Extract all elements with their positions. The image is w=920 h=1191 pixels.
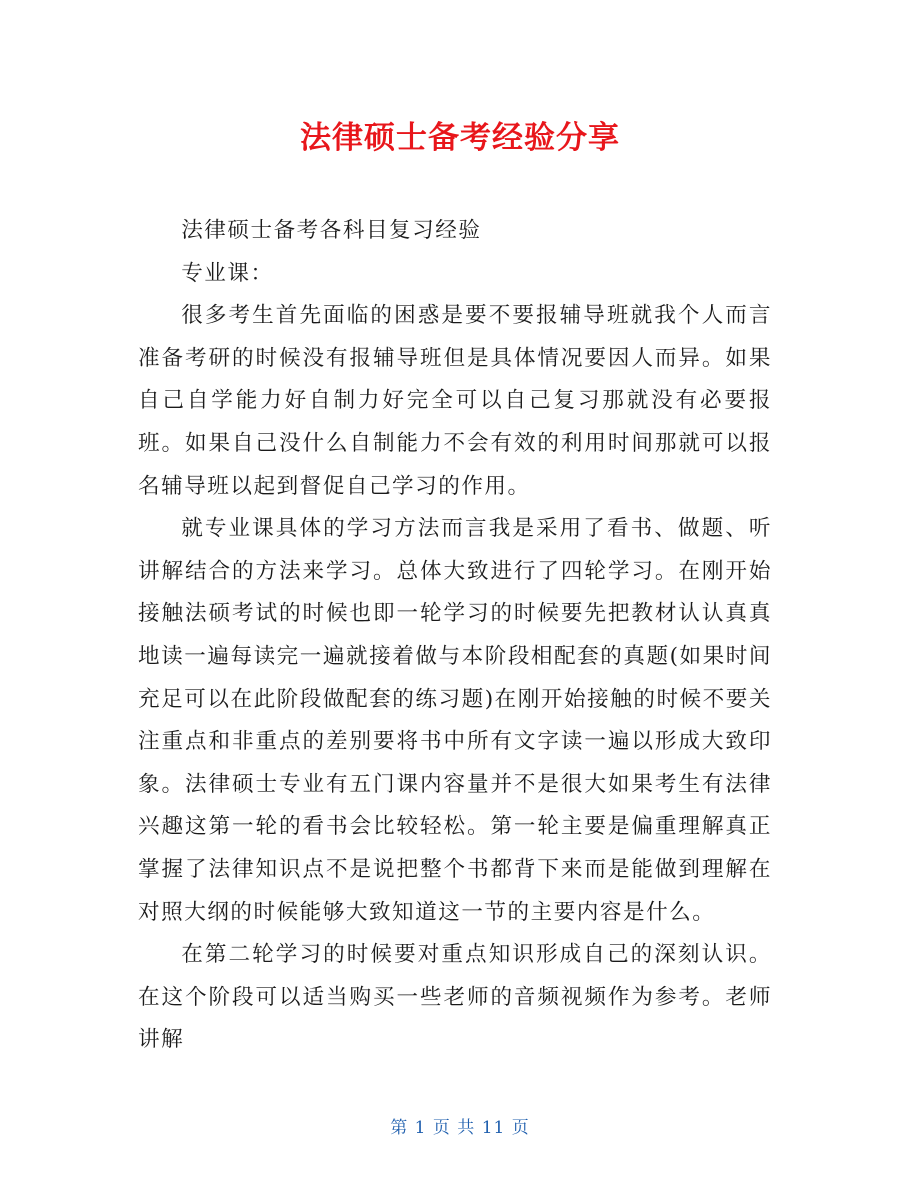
document-title: 法律硕士备考经验分享 [300,120,620,156]
paragraph-subtitle: 法律硕士备考各科目复习经验 [181,218,482,243]
page-footer: 第 1 页 共 11 页 [390,1118,530,1138]
document-body [138,210,772,1062]
paragraph-study-method: 就专业课具体的学习方法而言我是采用了看书、做题、听讲解结合的方法来学习。总体大致进行了四轮学习。在刚开始接触法硕考试的时候也即一轮学习的时候要先把教材认认真真地读一遍每读完一遍就接着做与本阶段相配套的真题(如果时间充足可以在此阶段做配套的练习题)在刚开始接触的时候不要关注重点和非重点的差别要将书中所有文字读一遍以形成大致印象。法律硕士专业有五门课内容量并不是很大如果考生有法律兴趣这第一轮的看书会比较轻松。第一轮主要是偏重理解真正掌握了法律知识点不是说把整个书都背下来而是能做到理解在对照大纲的时候能够大致知道这一节的主要内容是什么。 [138,516,772,925]
paragraph-tutoring: 很多考生首先面临的困惑是要不要报辅导班就我个人而言准备考研的时候没有报辅导班但是具体情况要因人而异。如果自己自学能力好自制力好完全可以自己复习那就没有必要报班。如果自己没什么自制能力不会有效的利用时间那就可以报名辅导班以起到督促自己学习的作用。 [138,303,772,499]
paragraph-section-label: 专业课： [181,260,274,286]
paragraph-second-round: 在第二轮学习的时候要对重点知识形成自己的深刻认识。在这个阶段可以适当购买一些老师的音频视频作为参考。老师讲解 [138,942,772,1053]
